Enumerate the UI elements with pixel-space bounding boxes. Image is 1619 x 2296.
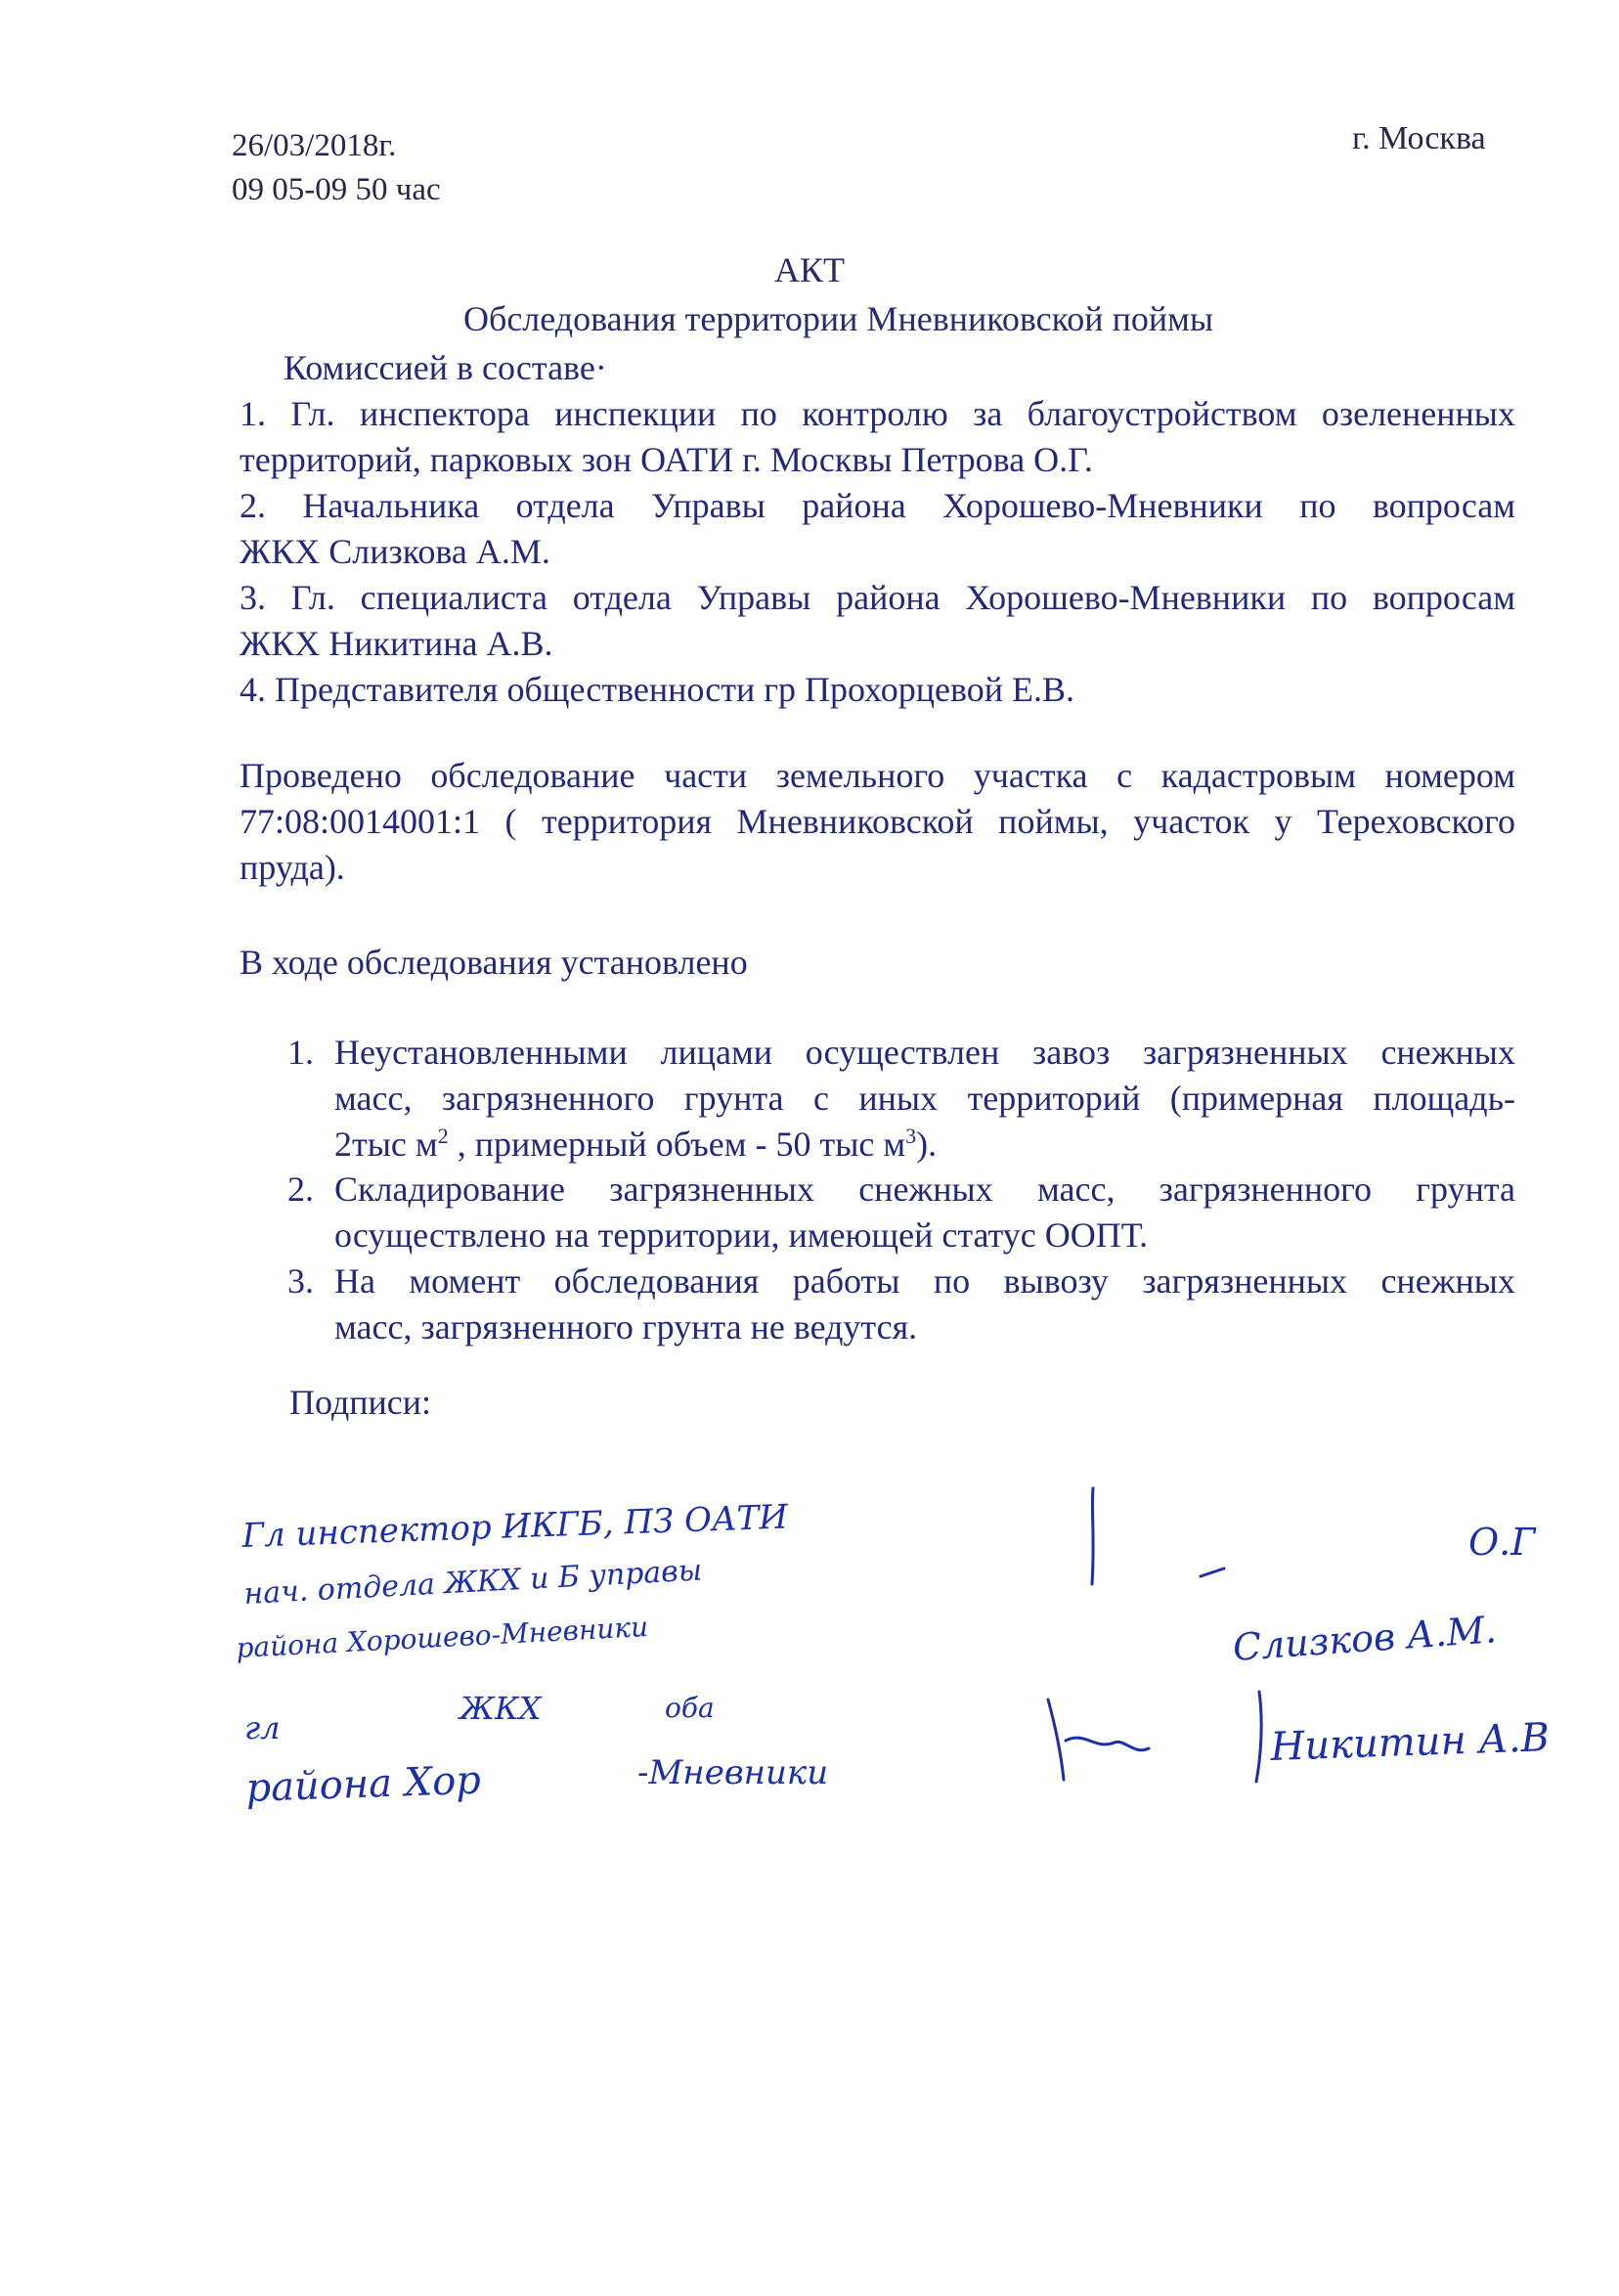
finding-line: осуществлено на территории, имеющей статус ООПТ. [334, 1215, 1149, 1255]
finding-number: 1. [287, 1033, 314, 1072]
signature-stroke [1092, 1488, 1093, 1584]
right-signatures [1048, 1488, 1551, 1782]
commission-member-2-line-2: ЖКХ Слизкова А.М. [240, 532, 550, 571]
left-handwritten-positions [236, 1497, 828, 1811]
survey-line-3: пруда). [240, 848, 345, 887]
handwritten-position-line: -Мневники [637, 1753, 829, 1792]
handwritten-position-line: Гл инспектор ИКГБ, ПЗ ОАТИ [241, 1497, 789, 1556]
commission-member-3-line-1: 3. Гл. специалиста отдела Управы района Хорошево-Мневники по вопросам [240, 578, 1515, 617]
finding-line: масс, загрязненного грунта не ведутся. [334, 1307, 918, 1347]
commission-member-4: 4. Представителя общественности гр Прохорцевой Е.В. [240, 670, 1074, 709]
inspection-time: 09 05-09 50 час [232, 172, 441, 207]
volume-unit-exponent: 3 [905, 1124, 917, 1148]
finding-number: 2. [287, 1170, 314, 1209]
commission-member-1-line-1: 1. Гл. инспектора инспекции по контролю за благоустройством озелененных [240, 394, 1515, 433]
signature-stroke [1201, 1568, 1224, 1576]
closing-text: ). [916, 1125, 938, 1164]
document-date: 26/03/2018г. [232, 128, 397, 163]
handwritten-position-line: ЖКХ [459, 1690, 542, 1727]
survey-line-2: 77:08:0014001:1 ( территория Мневниковской поймы, участок у Тереховского [240, 802, 1515, 841]
document-subtitle: Обследования территории Мневниковской поймы [463, 299, 1214, 338]
handwritten-signature-name: О.Г [1468, 1521, 1536, 1564]
finding-number: 3. [287, 1261, 314, 1301]
signatures-label: Подписи: [289, 1383, 432, 1422]
commission-member-2-line-1: 2. Начальника отдела Управы района Хорошево-Мневники по вопросам [240, 486, 1515, 525]
handwritten-position-line: района Хор [244, 1757, 482, 1811]
finding-line: масс, загрязненного грунта с иных территорий (примерная площадь- [334, 1079, 1515, 1118]
handwritten-signature-name: Слизков А.М. [1231, 1608, 1499, 1669]
handwritten-position-line: оба [665, 1692, 715, 1724]
commission-member-3-line-2: ЖКХ Никитина А.В. [240, 624, 553, 663]
handwritten-position-line: района Хорошево-Мневники [235, 1610, 649, 1664]
handwritten-position-line: нач. отдела ЖКХ и Б управы [242, 1553, 703, 1612]
handwritten-signature-name: Никитин А.В [1269, 1715, 1551, 1770]
area-text: 2тыс м [334, 1125, 438, 1164]
finding-line: Неустановленными лицами осуществлен завоз загрязненных снежных [334, 1033, 1515, 1072]
findings-intro: В ходе обследования установлено [240, 943, 748, 982]
document-title: АКТ [774, 250, 845, 289]
volume-text: , примерный объем - 50 тыс м [448, 1125, 906, 1164]
area-unit-exponent: 2 [437, 1124, 449, 1148]
signature-stroke [1048, 1700, 1149, 1780]
document-city: г. Москва [1352, 120, 1486, 156]
signature-stroke [1256, 1692, 1261, 1782]
commission-member-1-line-2: территорий, парковых зон ОАТИ г. Москвы Петрова О.Г. [240, 440, 1093, 479]
commission-intro: Комиссией в составе· [284, 348, 607, 387]
finding-line: На момент обследования работы по вывозу загрязненных снежных [334, 1261, 1515, 1301]
handwritten-position-line: гл [244, 1709, 281, 1746]
survey-line-1: Проведено обследование части земельного участка с кадастровым номером [240, 756, 1515, 795]
finding-line: Складирование загрязненных снежных масс, загрязненного грунта [334, 1170, 1515, 1209]
